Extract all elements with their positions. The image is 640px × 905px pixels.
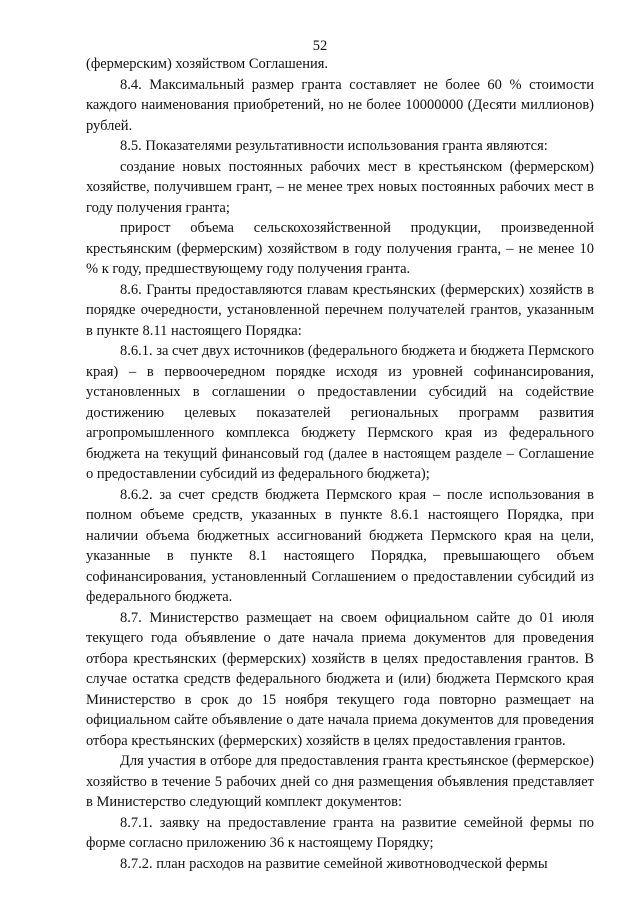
paragraph-8-6-1: 8.6.1. за счет двух источников (федерального бюджета и бюджета Пермского края) – в первоочередном порядке исходя из уровней софинансирования, установленных в соглашении о предоставлении субсидий на содействие достижению целевых показателей региональных программ развития агропромышленного комплекса бюджету Пермского края из федерального бюджета на текущий финансовый год (далее в настоящем разделе – Соглашение о предоставлении субсидий из федерального бюджета); xyxy=(86,343,594,482)
paragraph-8-6-2: 8.6.2. за счет средств бюджета Пермского края – после использования в полном объеме средств, указанных в пункте 8.6.1 настоящего Порядка, при наличии объема бюджетных ассигнований бюджета Пермского края на цели, указанные в пункте 8.1 настоящего Порядка, превышающего объем софинансирования, установленный Соглашением о предоставлении субсидий из федерального бюджета. xyxy=(86,486,594,605)
paragraph-8-7-participation: Для участия в отборе для предоставления гранта крестьянское (фермерское) хозяйство в течение 5 рабочих дней со дня размещения объявления представляет в Министерство следующий комплект документов: xyxy=(86,753,594,810)
document-body xyxy=(86,54,594,874)
paragraph-8-7-2: 8.7.2. план расходов на развитие семейной животноводческой фермы xyxy=(120,855,548,872)
paragraph-8-5-growth: прирост объема сельскохозяйственной продукции, произведенной крестьянским (фермерским) хозяйством в году получения гранта, – не менее 10 % к году, предшествующему году получения гранта. xyxy=(86,220,594,277)
paragraph-continuation: (фермерским) хозяйством Соглашения. xyxy=(86,56,329,72)
paragraph-8-5-jobs: создание новых постоянных рабочих мест в крестьянском (фермерском) хозяйстве, получившем грант, – не менее трех новых постоянных рабочих мест в году получения гранта; xyxy=(86,158,594,216)
paragraph-8-7: 8.7. Министерство размещает на своем официальном сайте до 01 июля текущего года объявление о дате начала приема документов для проведения отбора крестьянских (фермерских) хозяйств в целях предоставления грантов. В случае остатка средств федерального бюджета и (или) бюджета Пермского края Министерство в срок до 15 ноября текущего года повторно размещает на официальном сайте объявление о дате начала приема документов для проведения отбора крестьянских (фермерских) хозяйств в целях предоставления грантов. xyxy=(86,609,594,749)
paragraph-8-6: 8.6. Гранты предоставляются главам крестьянских (фермерских) хозяйств в порядке очередности, установленной перечнем получателей грантов, указанным в пункте 8.11 настоящего Порядка: xyxy=(86,281,594,339)
paragraph-8-7-1: 8.7.1. заявку на предоставление гранта на развитие семейной фермы по форме согласно приложению 36 к настоящему Порядку; xyxy=(86,814,594,851)
paragraph-8-5: 8.5. Показателями результативности использования гранта являются: xyxy=(120,138,548,154)
paragraph-8-4: 8.4. Максимальный размер гранта составляет не более 60 % стоимости каждого наименования приобретений, но не более 10000000 (Десяти миллионов) рублей. xyxy=(86,76,594,134)
page-number: 52 xyxy=(312,38,328,54)
